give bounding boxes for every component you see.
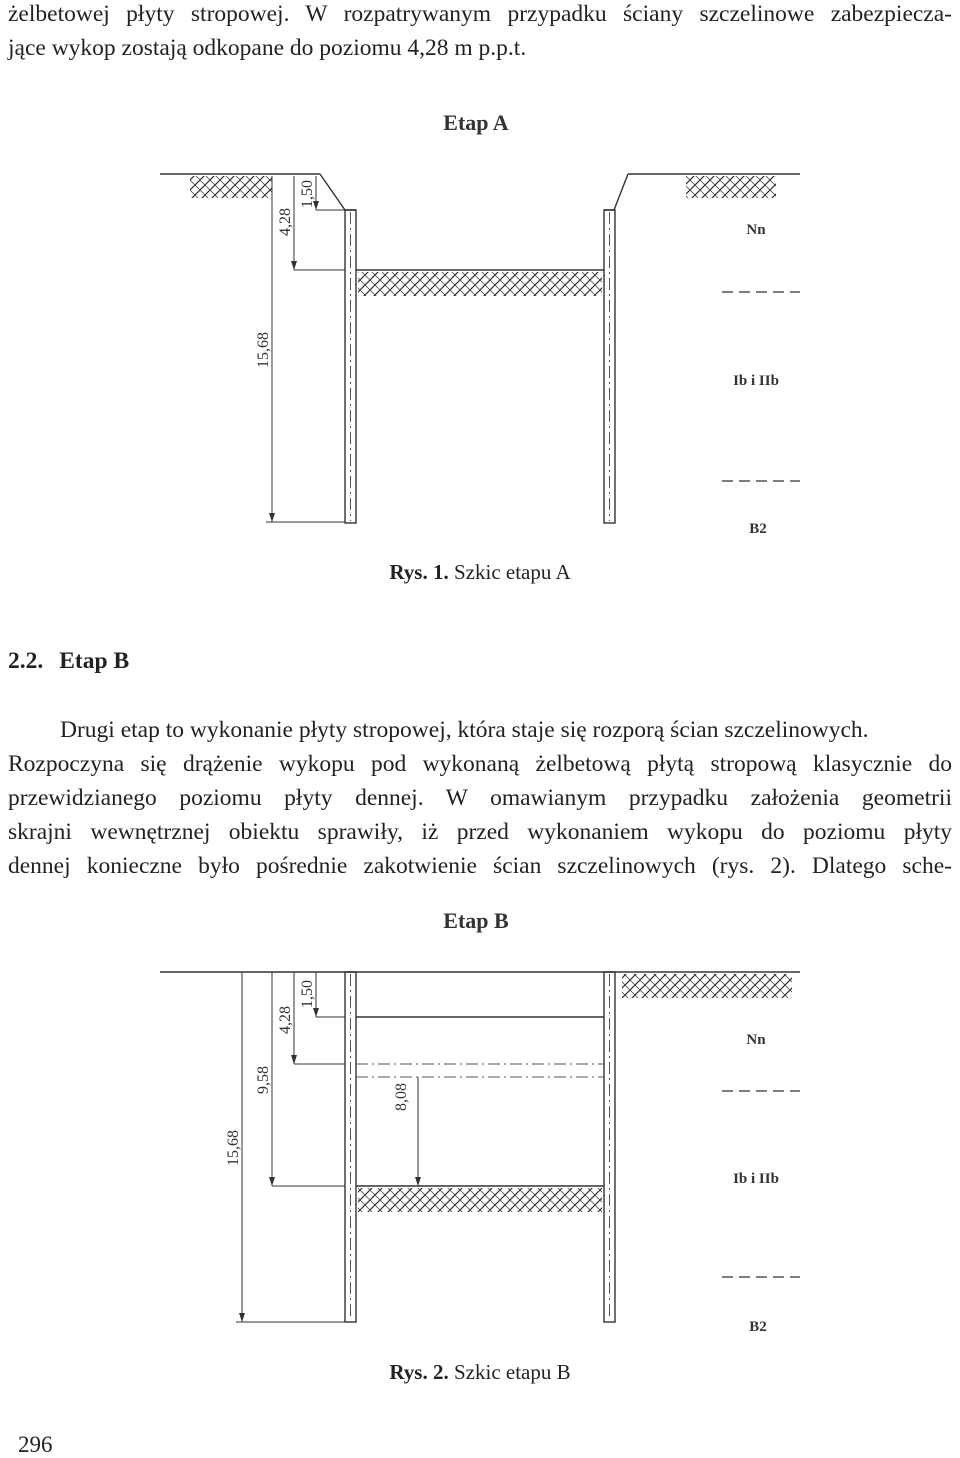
- soil-layer-nn: Nn: [746, 1032, 766, 1048]
- caption-text: Szkic etapu B: [453, 1360, 571, 1384]
- figure-title: Etap B: [443, 908, 509, 933]
- bottom-slab-hatch: [358, 1188, 602, 1212]
- dim-1-50: 1,50: [299, 180, 316, 208]
- soil-layer-b2: B2: [749, 521, 767, 537]
- figure-etap-a: [150, 100, 820, 545]
- dim-8-08: 8,08: [393, 1083, 410, 1111]
- soil-layer-ib-iib: Ib i IIb: [733, 373, 779, 389]
- top-slab-hatch: [358, 272, 602, 296]
- section-heading: [8, 648, 129, 675]
- page-number: 296: [18, 1432, 53, 1457]
- caption-prefix: Rys. 1.: [389, 560, 449, 584]
- soil-layer-nn: Nn: [746, 222, 766, 238]
- caption-text: Szkic etapu A: [453, 560, 571, 584]
- dim-15-68: 15,68: [225, 1130, 242, 1166]
- dim-4-28: 4,28: [277, 1006, 294, 1034]
- soil-layer-ib-iib: Ib i IIb: [733, 1171, 779, 1187]
- figure-title: Etap A: [443, 110, 509, 135]
- section-title: Etap B: [59, 648, 130, 674]
- dim-15-68: 15,68: [255, 332, 272, 368]
- body-line-4: skrajni wewnętrznej obiektu sprawiły, iż przed wykonaniem wykopu do poziomu płyty: [8, 819, 952, 845]
- soil-layer-b2: B2: [749, 1319, 767, 1335]
- dim-9-58: 9,58: [255, 1066, 272, 1094]
- ground-hatch-right: [622, 974, 792, 998]
- dim-1-50: 1,50: [299, 980, 316, 1008]
- figure-caption-2: [0, 1360, 960, 1385]
- ground-hatch-right: [686, 176, 776, 198]
- figure-etap-b: [150, 900, 820, 1355]
- body-line-2: Rozpoczyna się drążenie wykopu pod wykonaną żelbetową płytą stropową klasycznie do: [8, 751, 952, 777]
- dim-4-28: 4,28: [277, 208, 294, 236]
- body-line-3: przewidzianego poziomu płyty dennej. W omawianym przypadku założenia geometrii: [8, 785, 952, 811]
- body-line-5: dennej konieczne było pośrednie zakotwienie ścian szczelinowych (rys. 2). Dlatego sche-: [8, 853, 952, 879]
- intro-line-1: żelbetowej płyty stropowej. W rozpatrywanym przypadku ściany szczelinowe zabezpiecza-: [8, 1, 952, 27]
- intro-line-2: jące wykop zostają odkopane do poziomu 4,28 m p.p.t.: [8, 35, 527, 61]
- ground-hatch-left: [190, 176, 272, 198]
- section-number: 2.2.: [8, 648, 44, 674]
- caption-prefix: Rys. 2.: [389, 1360, 449, 1384]
- figure-caption-1: [0, 560, 960, 585]
- body-line-1: Drugi etap to wykonanie płyty stropowej, która staje się rozporą ścian szczelinowych.: [60, 717, 869, 743]
